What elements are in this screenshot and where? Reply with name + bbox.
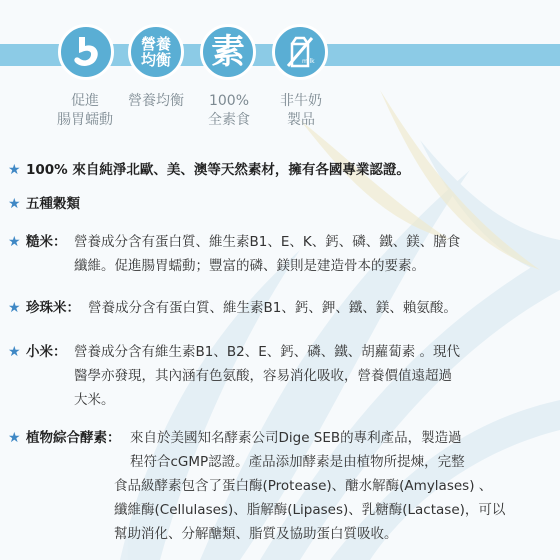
star-icon: ★ [8, 234, 21, 250]
nutrition-glyph-line-2: 均衡 [140, 51, 171, 69]
feature-icons [0, 0, 560, 140]
description-line: 纖維。促進腸胃蠕動；豐富的磷、鎂則是建造骨本的要素。 [74, 258, 425, 274]
description-line: 營養成分含有維生素B1、B2、E、鈣、磷、鐵、胡蘿蔔素 。現代 [74, 344, 461, 360]
item-label: 植物綜合酵素： [26, 430, 121, 446]
item-text: 五種穀類 [26, 196, 80, 212]
star-icon: ★ [8, 196, 21, 212]
nutrition-glyph-line-1: 營養 [140, 35, 171, 53]
caption-line: 100% [208, 93, 250, 109]
description-line: 營養成分含有蛋白質、維生素B1、鈣、鉀、鐵、鎂、賴氨酸。 [88, 300, 457, 316]
item-label: 珍珠米： [26, 300, 80, 316]
description-line: 醫學亦發現，其內涵有色氨酸，容易消化吸收，營養價值遠超過 [74, 368, 452, 384]
milk-carton-crossed [280, 32, 320, 72]
item-description [74, 340, 460, 412]
item-description [74, 230, 460, 278]
caption-line: 腸胃蠕動 [57, 112, 113, 128]
star-icon: ★ [8, 162, 21, 178]
description-line: 幫助消化、分解醣類、脂質及協助蛋白質吸收。 [114, 526, 398, 542]
nutrition-balance-icon [128, 24, 184, 80]
description-line: 食品級酵素包含了蛋白酶(Protease)、醣水解酶(Amylases) 、 [114, 478, 493, 494]
stomach-icon [58, 24, 114, 80]
milk-label: milk [302, 58, 315, 65]
item-description [130, 426, 465, 474]
item-description [114, 474, 521, 546]
vegetarian-icon [200, 24, 256, 80]
star-icon: ★ [8, 344, 21, 360]
no-milk-icon [272, 24, 328, 80]
item-label: 糙米： [26, 234, 67, 250]
caption-non-dairy [256, 92, 346, 130]
item-description [88, 296, 457, 320]
caption-line: 全素食 [208, 112, 250, 128]
stomach-shape [68, 34, 104, 70]
caption-line: 製品 [287, 112, 315, 128]
description-line: 纖維酶(Cellulases)、脂解酶(Lipases)、乳糖酶(Lactase)，可以 [114, 502, 506, 518]
item-label: 小米： [26, 344, 67, 360]
vegetarian-glyph: 素 [211, 32, 245, 72]
caption-line: 非牛奶 [280, 93, 322, 109]
description-line: 來自於美國知名酵素公司Dige SEB的專利產品，製造過 [130, 430, 462, 446]
description-line: 大米。 [74, 392, 115, 408]
caption-line: 營養均衡 [128, 93, 184, 109]
star-icon: ★ [8, 300, 21, 316]
star-icon: ★ [8, 430, 21, 446]
description-line: 程符合cGMP認證。產品添加酵素是由植物所提煉，完整 [130, 454, 465, 470]
item-text: 100% 來自純淨北歐、美、澳等天然素材，擁有各國專業認證。 [26, 162, 410, 178]
caption-line: 促進 [71, 93, 99, 109]
description-line: 營養成分含有蛋白質、維生素B1、E、K、鈣、磷、鐵、鎂、膳食 [74, 234, 461, 250]
